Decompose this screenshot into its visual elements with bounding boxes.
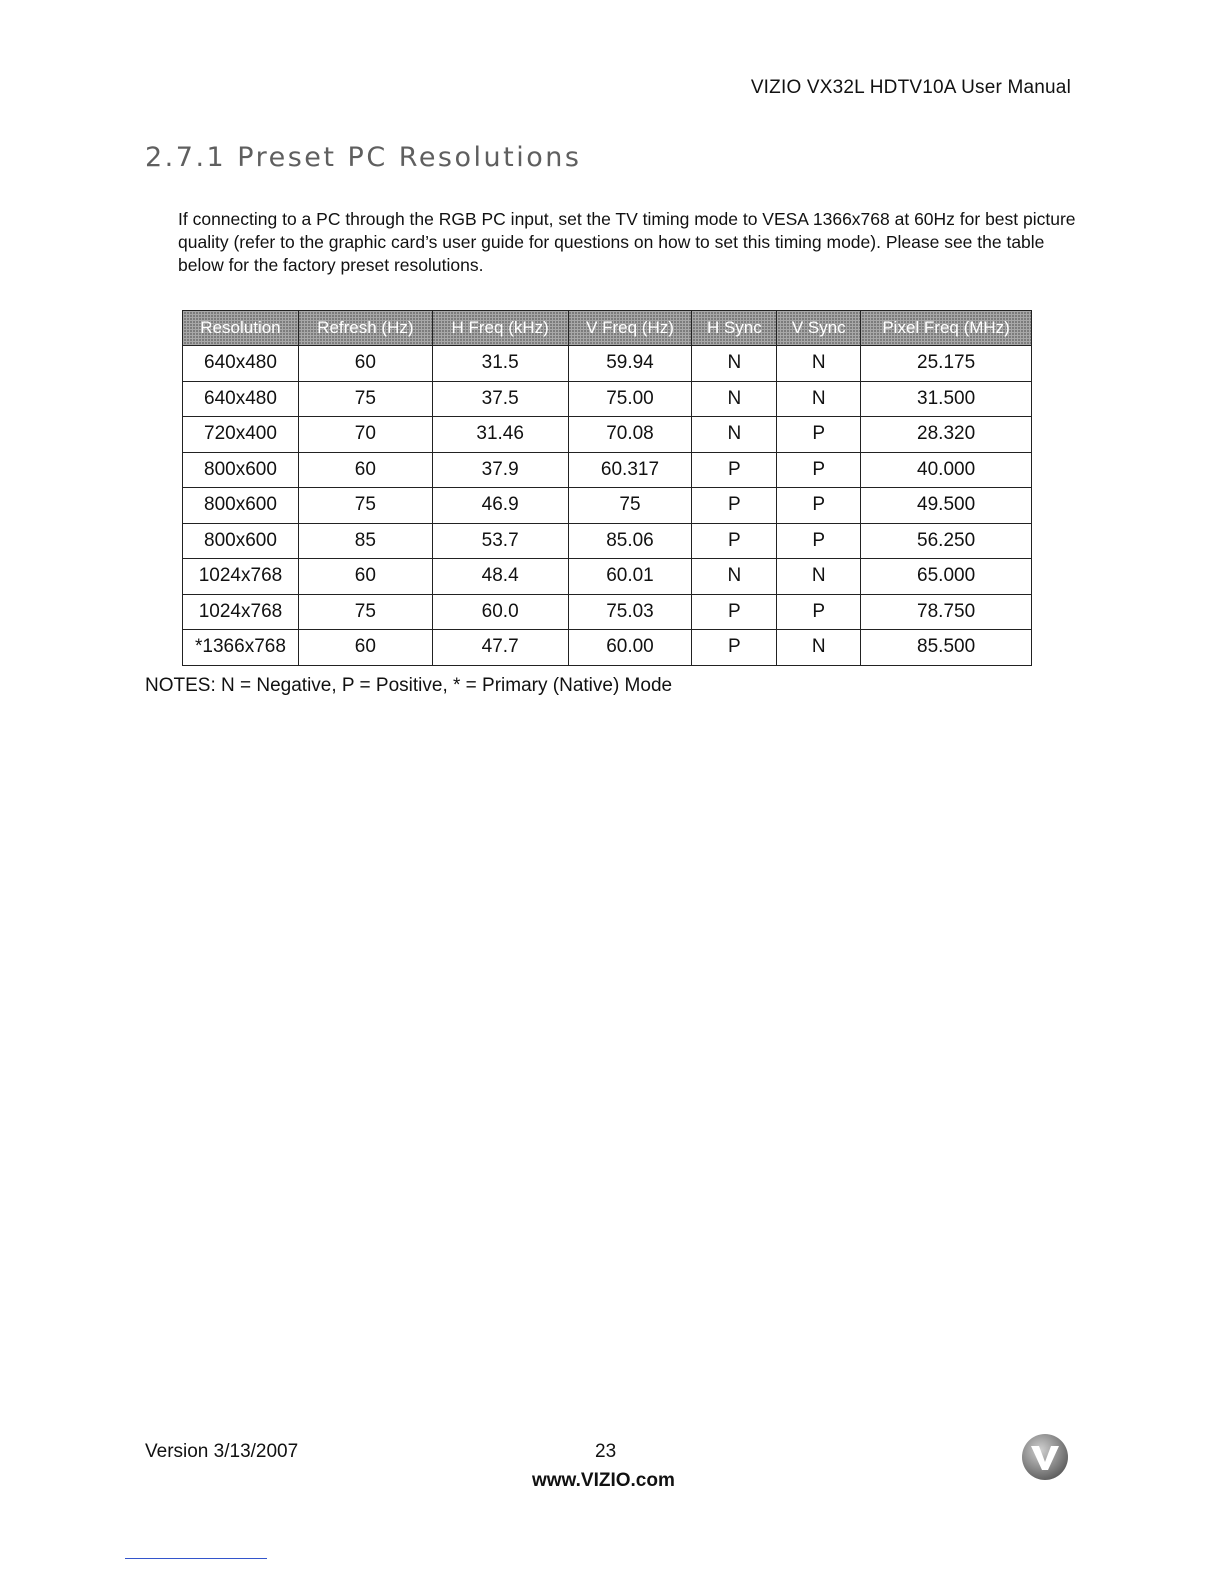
footnote-rule [125,1558,267,1559]
table-header-row [183,311,1032,346]
table-cell: P [777,488,861,524]
table-cell: N [692,381,777,417]
footer-page-number: 23 [595,1441,617,1462]
table-cell: 800x600 [183,488,299,524]
table-row [183,559,1032,595]
column-header: V Freq (Hz) [568,311,692,346]
table-cell: P [692,594,777,630]
table-cell: N [777,630,861,666]
table-cell: 60.01 [568,559,692,595]
table-cell: 37.9 [432,452,568,488]
table-cell: 49.500 [861,488,1032,524]
table-cell: 31.5 [432,346,568,382]
table-cell: 1024x768 [183,559,299,595]
table-cell: P [692,523,777,559]
table-cell: 53.7 [432,523,568,559]
table-row [183,417,1032,453]
table-cell: *1366x768 [183,630,299,666]
table-cell: 75 [298,594,432,630]
table-row [183,381,1032,417]
table-cell: 720x400 [183,417,299,453]
preset-resolutions-table [182,310,1032,666]
table-cell: 75 [568,488,692,524]
table-cell: 85.500 [861,630,1032,666]
table-cell: 75 [298,381,432,417]
table-cell: P [777,523,861,559]
table-cell: 56.250 [861,523,1032,559]
table-row [183,523,1032,559]
table-cell: 46.9 [432,488,568,524]
table-cell: 60 [298,630,432,666]
table-row [183,346,1032,382]
table-cell: 60.317 [568,452,692,488]
column-header: Resolution [183,311,299,346]
table-cell: 47.7 [432,630,568,666]
table-cell: 800x600 [183,452,299,488]
column-header: Pixel Freq (MHz) [861,311,1032,346]
column-header: Refresh (Hz) [298,311,432,346]
table-cell: 48.4 [432,559,568,595]
table-notes: NOTES: N = Negative, P = Positive, * = Primary (Native) Mode [145,675,673,696]
column-header: H Sync [692,311,777,346]
section-title: 2.7.1 Preset PC Resolutions [145,142,582,173]
table-cell: 85.06 [568,523,692,559]
table-cell: N [692,559,777,595]
table-cell: 28.320 [861,417,1032,453]
table-cell: 70 [298,417,432,453]
table-cell: 60 [298,559,432,595]
table-cell: 75.00 [568,381,692,417]
table-row [183,630,1032,666]
table-cell: P [777,417,861,453]
table-cell: N [777,381,861,417]
table-row [183,452,1032,488]
table-cell: 40.000 [861,452,1032,488]
vizio-v-logo-icon [1020,1432,1070,1482]
table-cell: N [692,346,777,382]
running-header: VIZIO VX32L HDTV10A User Manual [750,77,1071,98]
table-cell: 65.000 [861,559,1032,595]
table-cell: 60 [298,346,432,382]
table-cell: 60.00 [568,630,692,666]
intro-paragraph: If connecting to a PC through the RGB PC input, set the TV timing mode to VESA 1366x768 at 60Hz for best picture quality (refer to the graphic card’s user guide for questions on how to set this timing mode). Please see the table below for the factory preset resolutions. [178,209,1076,275]
table-row [183,594,1032,630]
table-cell: 640x480 [183,346,299,382]
table-cell: 60.0 [432,594,568,630]
table-cell: P [777,594,861,630]
table-cell: 60 [298,452,432,488]
table-cell: 25.175 [861,346,1032,382]
table-cell: 78.750 [861,594,1032,630]
table-cell: 640x480 [183,381,299,417]
table-row [183,488,1032,524]
table-cell: 75 [298,488,432,524]
table-cell: P [692,452,777,488]
table-cell: 1024x768 [183,594,299,630]
table-cell: P [777,452,861,488]
table-cell: 59.94 [568,346,692,382]
table-cell: 85 [298,523,432,559]
table-cell: 75.03 [568,594,692,630]
table-cell: N [692,417,777,453]
footer-version: Version 3/13/2007 [145,1441,299,1462]
table-cell: P [692,630,777,666]
table-cell: P [692,488,777,524]
column-header: V Sync [777,311,861,346]
table-cell: 37.5 [432,381,568,417]
table-cell: 31.46 [432,417,568,453]
table-cell: 70.08 [568,417,692,453]
table-cell: N [777,559,861,595]
table-cell: 800x600 [183,523,299,559]
column-header: H Freq (kHz) [432,311,568,346]
table-cell: N [777,346,861,382]
table-cell: 31.500 [861,381,1032,417]
footer-website: www.VIZIO.com [532,1470,675,1491]
